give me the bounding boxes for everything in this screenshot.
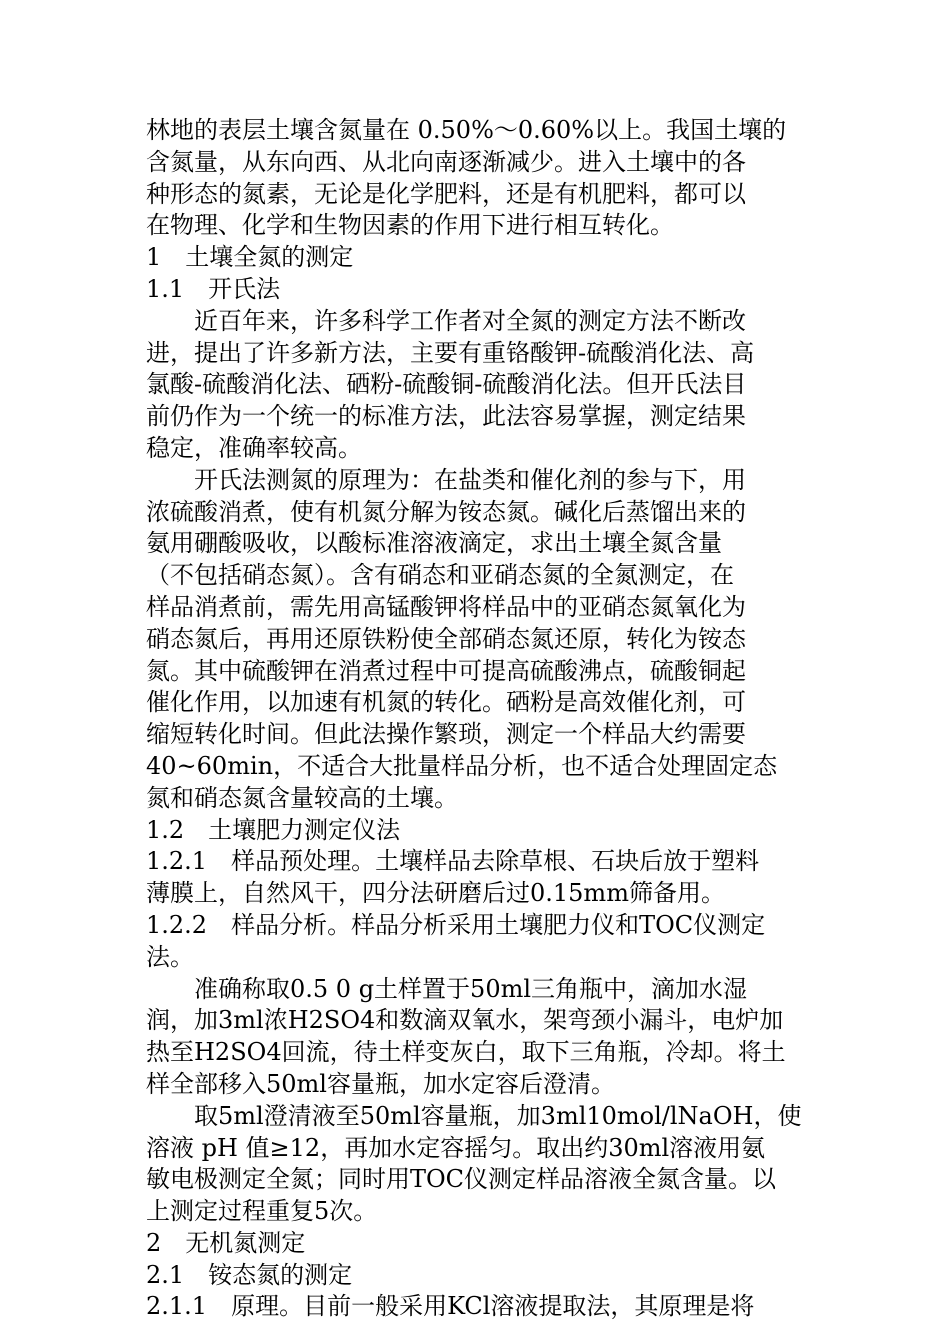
text-line: 种形态的氮素，无论是化学肥料，还是有机肥料，都可以 <box>146 179 746 208</box>
text-line: 敏电极测定全氮；同时用TOC仪测定样品溶液全氮含量。以 <box>146 1165 777 1194</box>
text-line: 取5ml澄清液至50ml容量瓶，加3ml10mol/lNaOH，使 <box>146 1101 802 1130</box>
text-line: 薄膜上，自然风干，四分法研磨后过0.15mm筛备用。 <box>146 879 725 908</box>
text-line: 氨用硼酸吸收，以酸标准溶液滴定，求出土壤全氮含量 <box>146 529 722 558</box>
text-line: 法。 <box>146 942 194 971</box>
text-line: 润，加3ml浓H2SO4和数滴双氧水，架弯颈小漏斗，电炉加 <box>146 1006 784 1035</box>
text-line: 进，提出了许多新方法，主要有重铬酸钾-硫酸消化法、高 <box>146 338 755 367</box>
text-line: 前仍作为一个统一的标准方法，此法容易掌握，测定结果 <box>146 402 746 431</box>
text-line: 缩短转化时间。但此法操作繁琐，测定一个样品大约需要 <box>146 720 746 749</box>
text-line: 2.1.1 原理。目前一般采用KCl溶液提取法，其原理是将 <box>146 1292 755 1321</box>
text-line: 样品消煮前，需先用高锰酸钾将样品中的亚硝态氮氧化为 <box>146 592 746 621</box>
text-line: （不包括硝态氮）。含有硝态和亚硝态氮的全氮测定，在 <box>146 561 734 590</box>
text-line: 催化作用，以加速有机氮的转化。硒粉是高效催化剂，可 <box>146 688 746 717</box>
text-line: 含氮量，从东向西、从北向南逐渐减少。进入土壤中的各 <box>146 147 746 176</box>
text-line: 样全部移入50ml容量瓶，加水定容后澄清。 <box>146 1069 615 1098</box>
section-heading-2: 2 无机氮测定 <box>146 1228 306 1257</box>
text-line: 1.2.2 样品分析。样品分析采用土壤肥力仪和TOC仪测定 <box>146 910 766 939</box>
text-line: 开氏法测氮的原理为：在盐类和催化剂的参与下，用 <box>146 465 746 494</box>
text-line: 氯酸-硫酸消化法、硒粉-硫酸铜-硫酸消化法。但开氏法目 <box>146 370 747 399</box>
text-line: 浓硫酸消煮，使有机氮分解为铵态氮。碱化后蒸馏出来的 <box>146 497 746 526</box>
text-line: 林地的表层土壤含氮量在 0.50%～0.60%以上。我国土壤的 <box>146 116 787 144</box>
text-line: 上测定过程重复5次。 <box>146 1197 378 1226</box>
section-heading-1-1: 1.1 开氏法 <box>146 274 281 303</box>
text-line: 溶液 pH 值≥12，再加水定容摇匀。取出约30ml溶液用氨 <box>146 1133 766 1162</box>
text-line: 热至H2SO4回流，待土样变灰白，取下三角瓶，冷却。将土 <box>146 1038 786 1067</box>
section-heading-1: 1 土壤全氮的测定 <box>146 243 354 272</box>
section-heading-1-2: 1.2 土壤肥力测定仪法 <box>146 815 401 844</box>
text-line: 近百年来，许多科学工作者对全氮的测定方法不断改 <box>146 306 746 335</box>
text-line: 在物理、化学和生物因素的作用下进行相互转化。 <box>146 211 674 240</box>
document-body <box>146 115 806 1323</box>
section-heading-2-1: 2.1 铵态氮的测定 <box>146 1260 353 1289</box>
text-line: 硝态氮后，再用还原铁粉使全部硝态氮还原，转化为铵态 <box>146 624 746 653</box>
text-line: 稳定，准确率较高。 <box>146 433 362 462</box>
text-line: 准确称取0.5 0 g土样置于50ml三角瓶中，滴加水湿 <box>146 974 748 1003</box>
text-line: 氮。其中硫酸钾在消煮过程中可提高硫酸沸点，硫酸铜起 <box>146 656 746 685</box>
text-line: 氮和硝态氮含量较高的土壤。 <box>146 783 458 812</box>
text-line: 1.2.1 样品预处理。土壤样品去除草根、石块后放于塑料 <box>146 847 760 876</box>
text-line: 40~60min，不适合大批量样品分析，也不适合处理固定态 <box>146 751 778 780</box>
